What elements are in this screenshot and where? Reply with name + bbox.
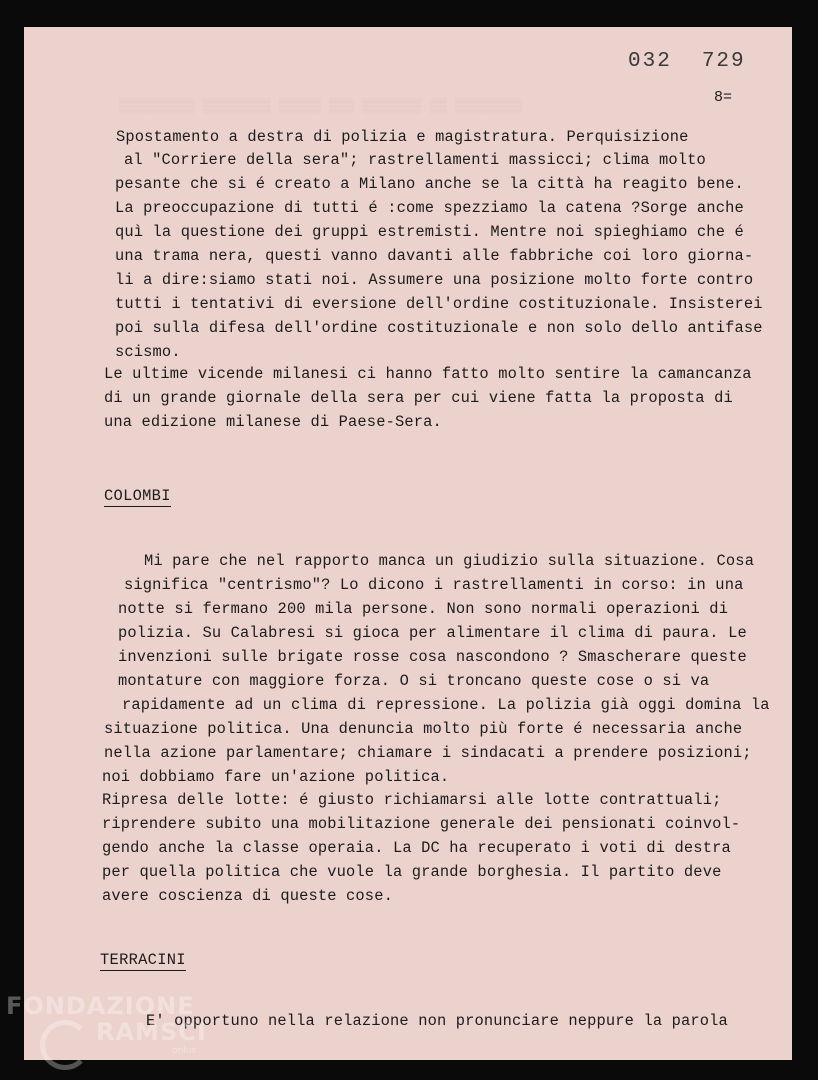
section-heading-colombi: COLOMBI: [104, 487, 171, 505]
archive-reference: [628, 50, 746, 73]
text-line: poi sulla difesa dell'ordine costituzionale e non solo dello antifase: [115, 319, 763, 337]
watermark-line2: RAMSCI: [96, 1018, 207, 1046]
text-line: riprendere subito una mobilitazione generale dei pensionati coinvol-: [102, 815, 741, 833]
fondazione-gramsci-watermark: [0, 990, 215, 1080]
page-number: 8=: [714, 89, 733, 106]
text-line: rapidamente ad un clima di repressione. La polizia già oggi domina la: [122, 696, 770, 714]
text-line: una edizione milanese di Paese-Sera.: [104, 413, 442, 431]
section-heading-terracini: TERRACINI: [100, 951, 186, 969]
text-line: pesante che si é creato a Milano anche se la città ha reagito bene.: [115, 175, 744, 193]
text-line: Mi pare che nel rapporto manca un giudizio sulla situazione. Cosa: [144, 552, 755, 570]
watermark-sub: onlus: [172, 1046, 197, 1056]
text-line: Ripresa delle lotte: é giusto richiamarsi alle lotte contrattuali;: [102, 791, 722, 809]
text-line: notte si fermano 200 mila persone. Non sono normali operazioni di: [118, 600, 729, 618]
text-line: polizia. Su Calabresi si gioca per alimentare il clima di paura. Le: [118, 624, 747, 642]
text-line: noi dobbiamo fare un'azione politica.: [102, 768, 450, 786]
text-line: invenzioni sulle brigate rosse cosa nascondono ? Smascherare queste: [118, 648, 747, 666]
text-line: li a dire:siamo stati noi. Assumere una posizione molto forte contro: [115, 271, 754, 289]
text-line: Spostamento a destra di polizia e magistratura. Perquisizione: [116, 128, 689, 146]
archive-ref-right: 729: [701, 50, 746, 73]
document-page: [24, 27, 792, 1060]
text-line: nella azione parlamentare; chiamare i sindacati a prendere posizioni;: [104, 744, 752, 762]
text-line: montature con maggiore forza. O si troncano queste cose o si va: [118, 672, 710, 690]
text-line: avere coscienza di queste cose.: [102, 887, 393, 905]
text-line: E' opportuno nella relazione non pronunciare neppure la parola: [146, 1012, 728, 1030]
text-line: tutti i tentativi di eversione dell'ordine costituzionale. Insisterei: [115, 295, 763, 313]
text-line: al "Corriere della sera"; rastrellamenti massicci; clima molto: [124, 151, 706, 169]
text-line: di un grande giornale della sera per cui viene fatta la proposta di: [104, 389, 733, 407]
text-line: una trama nera, questi vanno davanti alle fabbriche coi loro giorna-: [115, 247, 754, 265]
text-line: Le ultime vicende milanesi ci hanno fatto molto sentire la camancanza: [104, 365, 752, 383]
text-line: situazione politica. Una denuncia molto più forte é necessaria anche: [104, 720, 743, 738]
text-line: significa "centrismo"? Lo dicono i rastrellamenti in corso: in una: [124, 576, 744, 594]
text-line: gendo anche la classe operaia. La DC ha recuperato i voti di destra: [102, 839, 731, 857]
text-line: scismo.: [115, 343, 181, 361]
bleed-through: ▒▒▒▒▒▒▒▒▒ ▒▒▒▒▒▒▒▒ ▒▒▒▒▒ ▒▒▒ ▒▒▒▒▒▒▒ ▒▒ ▒▒▒▒▒▒▒▒: [119, 99, 523, 115]
text-line: per quella politica che vuole la grande borghesia. Il partito deve: [102, 863, 722, 881]
archive-ref-left: 032: [628, 50, 672, 73]
gramsci-g-icon: [40, 1020, 90, 1070]
text-line: quì la questione dei gruppi estremisti. Mentre noi spieghiamo che é: [115, 223, 744, 241]
text-line: La preoccupazione di tutti é :come spezziamo la catena ?Sorge anche: [115, 199, 744, 217]
watermark-line1: FONDAZIONE: [6, 992, 195, 1020]
